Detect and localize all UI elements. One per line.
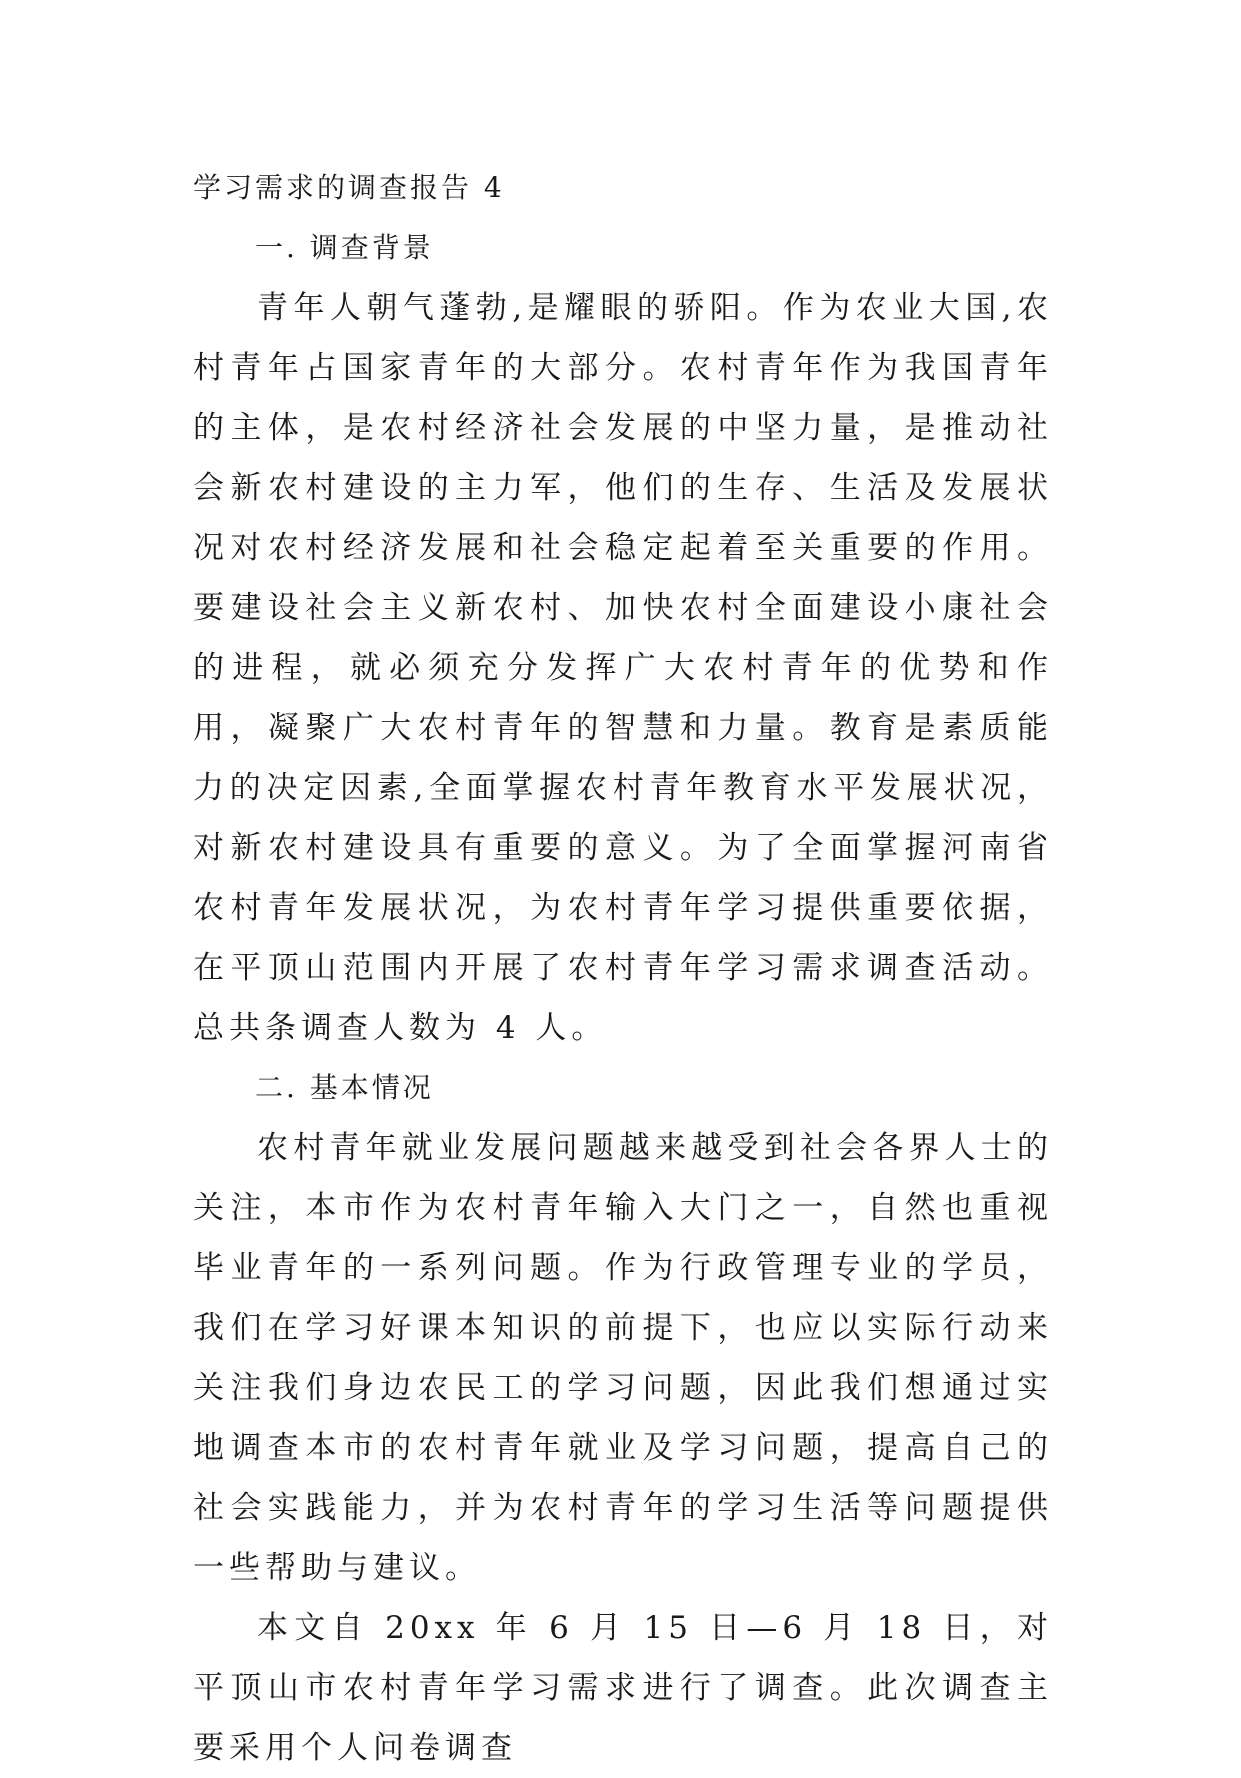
paragraph-employment-concern: 农村青年就业发展问题越来越受到社会各界人士的关注，本市作为农村青年输入大门之一，自然也重视毕业青年的一系列问题。作为行政管理专业的学员，我们在学习好课本知识的前提下，也应以实际行动来关注我们身边农民工的学习问题，因此我们想通过实地调查本市的农村青年就业及学习问题，提高自己的社会实践能力，并为农村青年的学习生活等问题提供一些帮助与建议。 <box>193 1130 1053 1586</box>
section-heading-basic-situation: 二. 基本情况 <box>255 1071 434 1104</box>
paragraph-survey-period: 本文自 20xx 年 6 月 15 日—6 月 18 日，对平顶山市农村青年学习需求进行了调查。此次调查主要采用个人问卷调查 <box>193 1610 1053 1766</box>
document-title: 学习需求的调查报告 4 <box>193 171 505 204</box>
document-body <box>193 158 1053 1778</box>
paragraph-background: 青年人朝气蓬勃,是耀眼的骄阳。作为农业大国,农村青年占国家青年的大部分。农村青年作为我国青年的主体，是农村经济社会发展的中坚力量，是推动社会新农村建设的主力军，他们的生存、生活及发展状况对农村经济发展和社会稳定起着至关重要的作用。要建设社会主义新农村、加快农村全面建设小康社会的进程，就必须充分发挥广大农村青年的优势和作用，凝聚广大农村青年的智慧和力量。教育是素质能力的决定因素,全面掌握农村青年教育水平发展状况，对新农村建设具有重要的意义。为了全面掌握河南省农村青年发展状况，为农村青年学习提供重要依据，在平顶山范围内开展了农村青年学习需求调查活动。总共条调查人数为 4 人。 <box>193 290 1053 1046</box>
section-heading-background: 一. 调查背景 <box>255 231 434 264</box>
